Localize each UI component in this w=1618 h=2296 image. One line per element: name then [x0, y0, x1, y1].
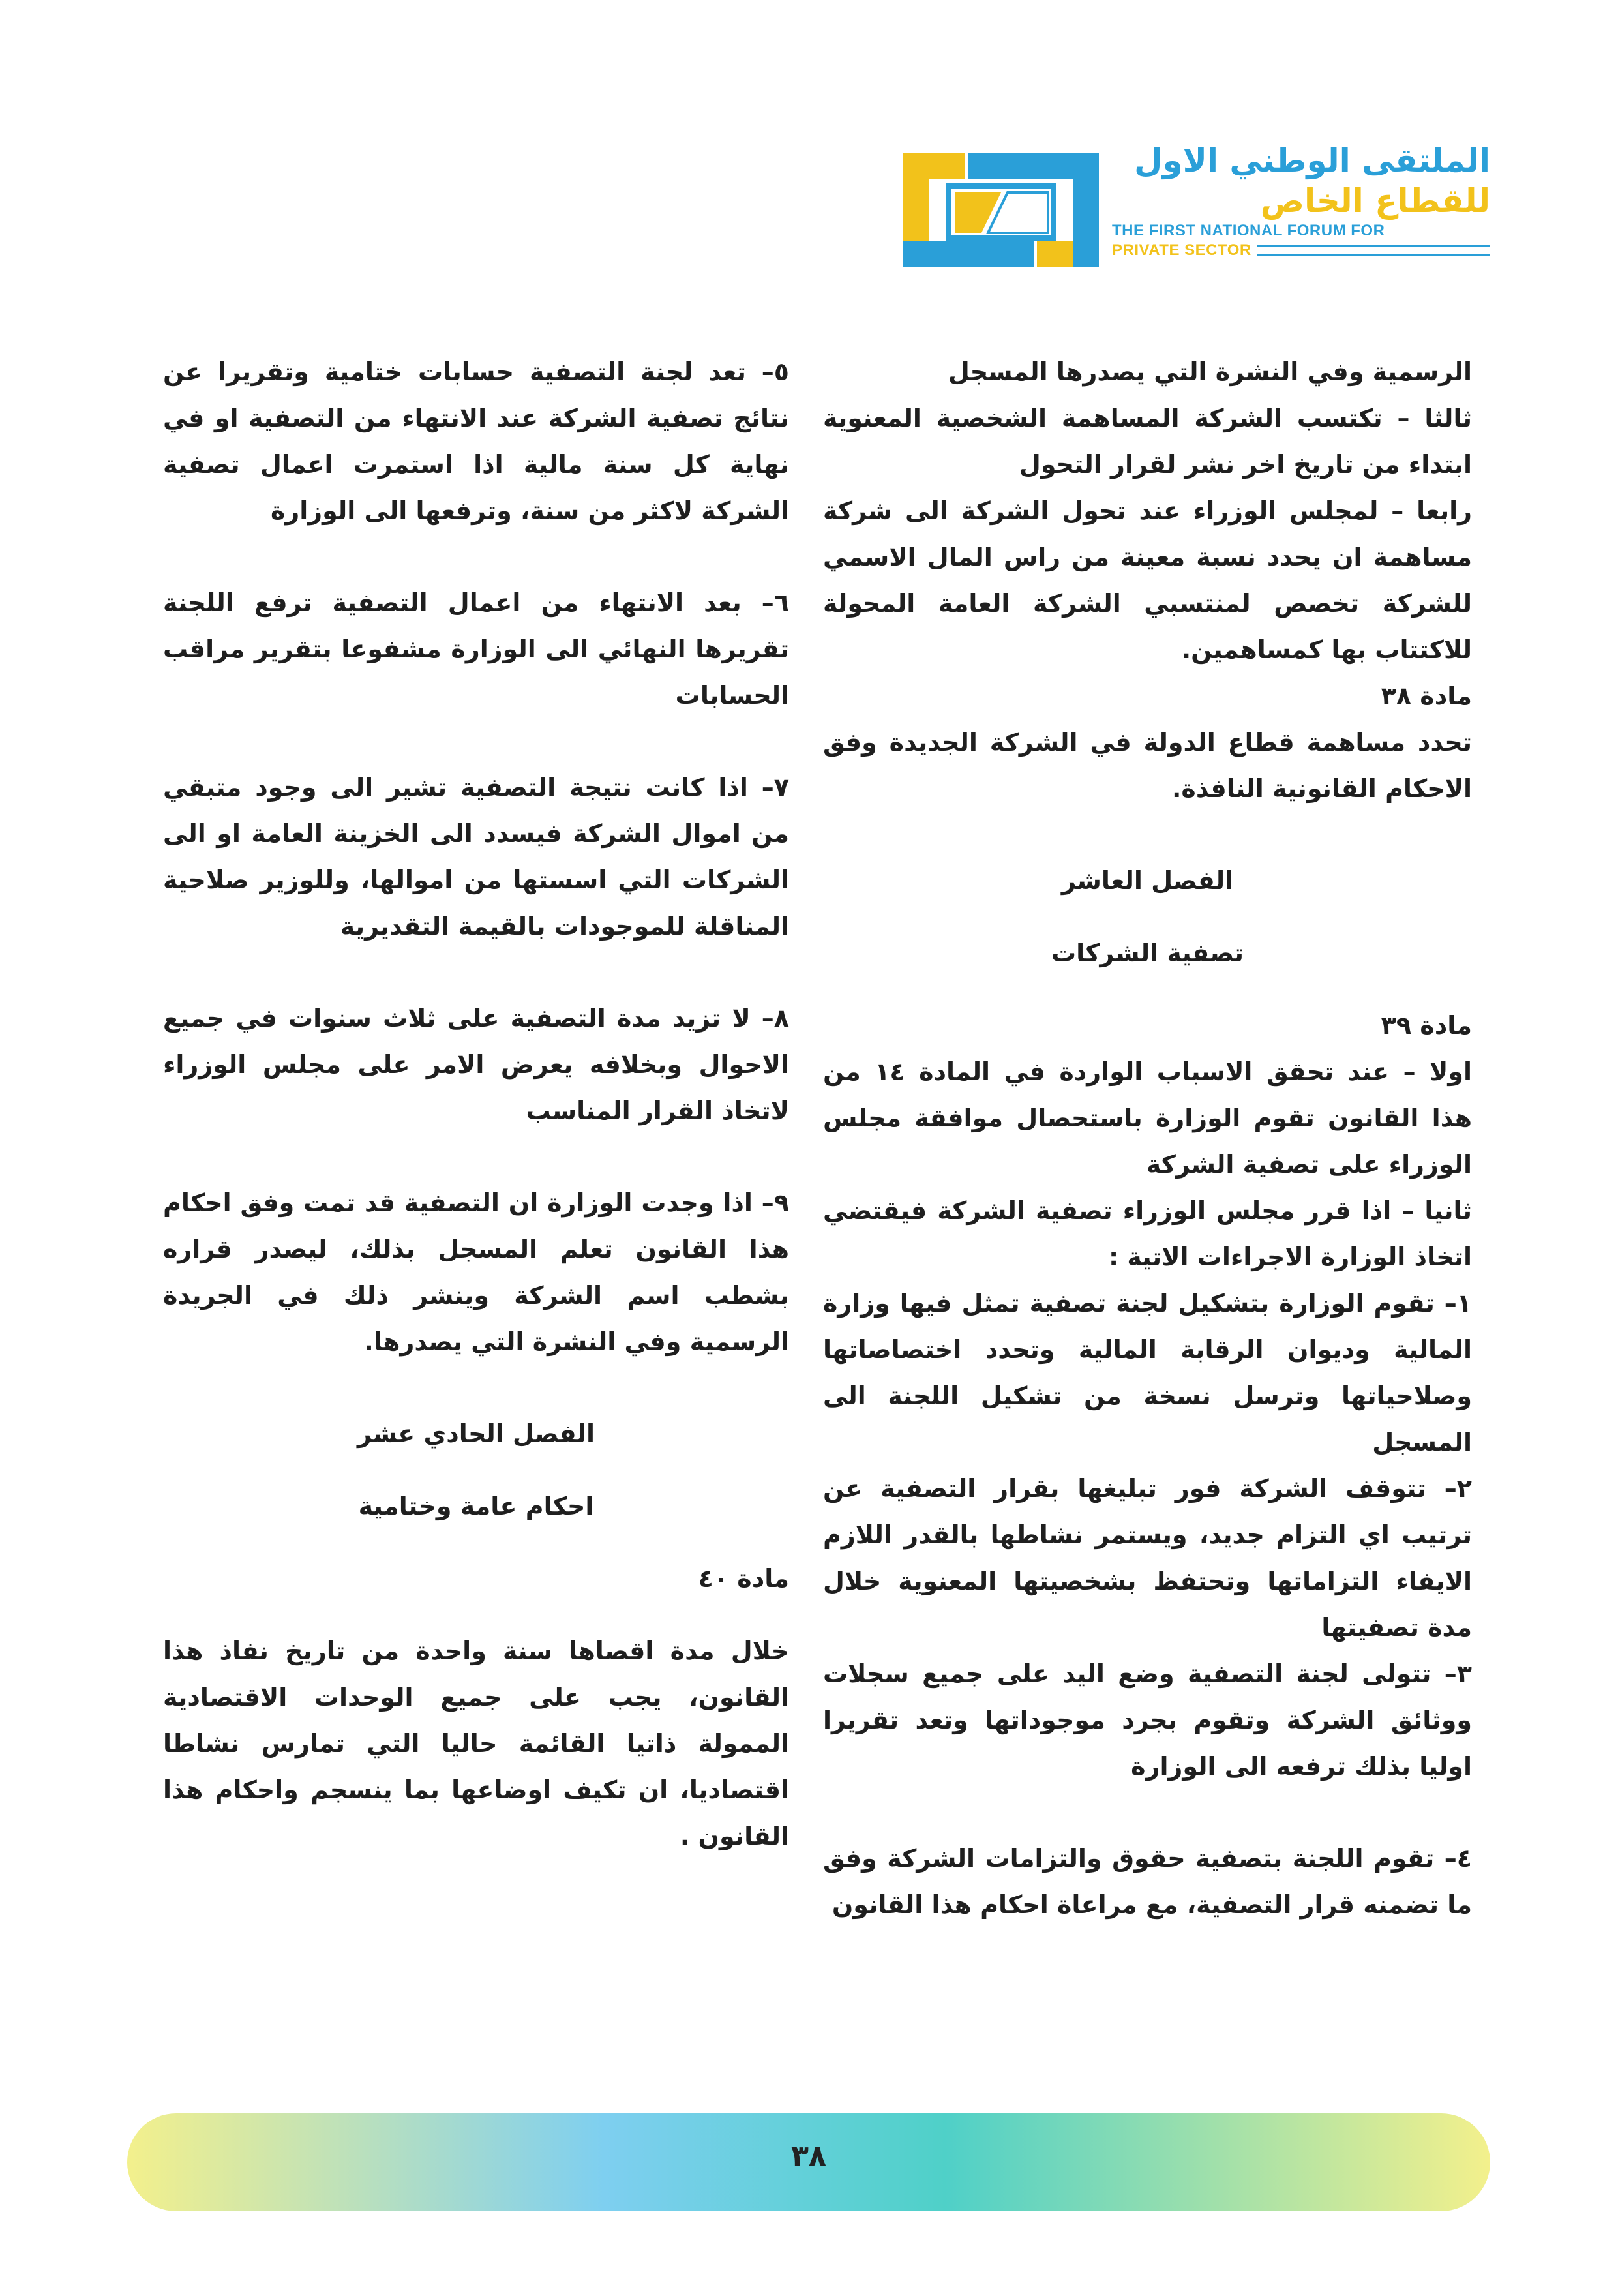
article-heading: مادة ٣٩ — [1381, 1011, 1472, 1040]
paragraph: ٣– تتولى لجنة التصفية وضع اليد على جميع سجلات ووثائق الشركة وتقوم بجرد موجوداتها وتعد تقريرا اوليا بذلك ترفعه الى الوزارة — [823, 1659, 1472, 1781]
footer-bar — [127, 2113, 1490, 2211]
paragraph: ٩– اذا وجدت الوزارة ان التصفية قد تمت وفق احكام هذا القانون تعلم المسجل بذلك، ليصدر قراره بشطب اسم الشركة وينشر ذلك في الجريدة الرسمية وفي النشرة التي يصدرها. — [163, 1188, 789, 1356]
paragraph: ٦– بعد الانتهاء من اعمال التصفية ترفع اللجنة تقريرها النهائي الى الوزارة مشفوعا بتقرير مراقب الحسابات — [163, 588, 789, 710]
paragraph: ثالثا – تكتسب الشركة المساهمة الشخصية المعنوية ابتداء من تاريخ اخر نشر لقرار التحول — [823, 404, 1472, 479]
chapter-title: تصفية الشركات — [1051, 939, 1244, 967]
logo-title-en-line2: PRIVATE SECTOR — [1112, 241, 1251, 259]
chapter-heading: الفصل الحادي عشر — [357, 1419, 595, 1448]
forum-logo-mark-icon — [903, 147, 1099, 271]
paragraph: ٧– اذا كانت نتيجة التصفية تشير الى وجود متبقي من اموال الشركة فيسدد الى الخزينة العامة او الى الشركات التي اسستها من اموالها، وللوزير صلاحية المناقلة للموجودات بالقيمة التقديرية — [163, 773, 789, 941]
paragraph: ٢– تتوقف الشركة فور تبليغها بقرار التصفية عن ترتيب اي التزام جديد، ويستمر نشاطها بالقدر اللازم الايفاء التزاماتها وتحتفظ بشخصيتها المعنوية خلال مدة تصفيتها — [823, 1474, 1472, 1642]
paragraph: ٥– تعد لجنة التصفية حسابات ختامية وتقريرا عن نتائج تصفية الشركة عند الانتهاء من التصفية او في نهاية كل سنة مالية اذا استمرت اعمال تصفية الشركة لاكثر من سنة، وترفعها الى الوزارة — [163, 357, 789, 525]
logo-title-en-line2-row — [1112, 241, 1490, 260]
logo-title-ar-line2: للقطاع الخاص — [1260, 182, 1490, 220]
logo-title-ar-line1: الملتقى الوطني الاول — [1134, 142, 1490, 179]
paragraph: خلال مدة اقصاها سنة واحدة من تاريخ نفاذ هذا القانون، يجب على جميع الوحدات الاقتصادية الممولة ذاتيا القائمة حاليا التي تمارس نشاطا اقتصاديا، ان تكيف اوضاعها بما ينسجم واحكام هذا القانون . — [163, 1637, 789, 1850]
article-heading: مادة ٣٨ — [1381, 682, 1472, 710]
page-number: ٣٨ — [791, 2139, 826, 2173]
right-column — [823, 349, 1472, 1928]
paragraph: ١– تقوم الوزارة بتشكيل لجنة تصفية تمثل فيها وزارة المالية وديوان الرقابة المالية وتحدد اختصاصاتها وصلاحياتها وترسل نسخة من تشكيل اللجنة الى المسجل — [823, 1289, 1472, 1457]
paragraph: الرسمية وفي النشرة التي يصدرها المسجل — [948, 357, 1472, 386]
article-heading: مادة ٤٠ — [698, 1564, 789, 1593]
logo-title-en-line1: THE FIRST NATIONAL FORUM FOR — [1112, 222, 1385, 239]
left-column — [163, 349, 789, 1860]
logo-double-rule — [1257, 245, 1490, 256]
forum-logo — [903, 140, 1490, 271]
paragraph: اولا – عند تحقق الاسباب الواردة في المادة ١٤ من هذا القانون تقوم الوزارة باستحصال موافقة مجلس الوزراء على تصفية الشركة — [823, 1057, 1472, 1179]
chapter-title: احكام عامة وختامية — [358, 1492, 594, 1520]
paragraph: ٨– لا تزيد مدة التصفية على ثلاث سنوات في جميع الاحوال وبخلافه يعرض الامر على مجلس الوزراء لاتخاذ القرار المناسب — [163, 1004, 789, 1125]
chapter-heading: الفصل العاشر — [1061, 866, 1234, 895]
paragraph: رابعا – لمجلس الوزراء عند تحول الشركة الى شركة مساهمة ان يحدد نسبة معينة من راس المال الاسمي للشركة تخصص لمنتسبي الشركة العامة المحولة للاكتتاب بها كمساهمين. — [823, 496, 1472, 664]
paragraph: تحدد مساهمة قطاع الدولة في الشركة الجديدة وفق الاحكام القانونية النافذة. — [823, 728, 1472, 803]
paragraph: ثانيا – اذا قرر مجلس الوزراء تصفية الشركة فيقتضي اتخاذ الوزارة الاجراءات الاتية : — [823, 1196, 1472, 1271]
paragraph: ٤– تقوم اللجنة بتصفية حقوق والتزامات الشركة وفق ما تضمنه قرار التصفية، مع مراعاة احكام هذا القانون — [823, 1844, 1472, 1919]
